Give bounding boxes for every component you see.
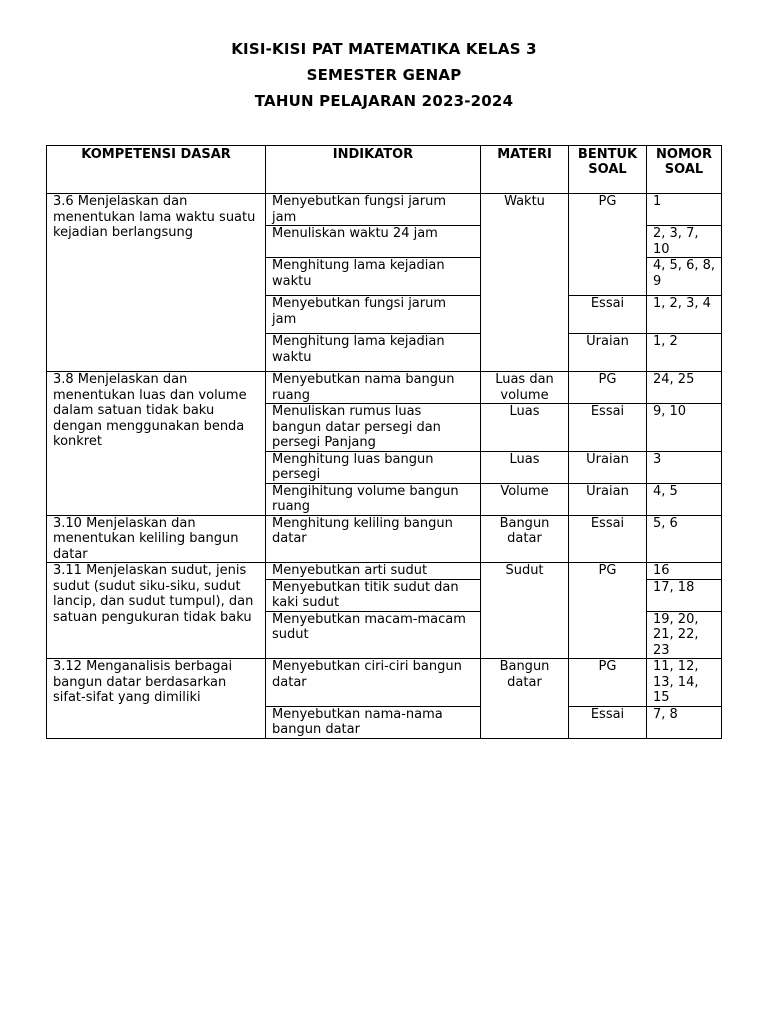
nomor-cell: 1, 2, 3, 4: [647, 296, 722, 334]
indikator-cell: Menghitung keliling bangun datar: [266, 515, 481, 563]
materi-cell: Bangun datar: [481, 659, 569, 739]
materi-cell: Waktu: [481, 194, 569, 372]
nomor-cell: 2, 3, 7, 10: [647, 226, 722, 258]
materi-cell: Sudut: [481, 563, 569, 659]
materi-cell: Luas dan volume: [481, 372, 569, 404]
materi-cell: Volume: [481, 483, 569, 515]
bentuk-cell: PG: [569, 659, 647, 707]
bentuk-cell: Essai: [569, 515, 647, 563]
title-line-1: KISI-KISI PAT MATEMATIKA KELAS 3: [231, 40, 537, 58]
indikator-cell: Menyebutkan macam-macam sudut: [266, 611, 481, 659]
materi-cell: Bangun datar: [481, 515, 569, 563]
indikator-cell: Menyebutkan arti sudut: [266, 563, 481, 580]
nomor-cell: 19, 20, 21, 22, 23: [647, 611, 722, 659]
indikator-cell: Menyebutkan nama-nama bangun datar: [266, 706, 481, 738]
nomor-cell: 17, 18: [647, 579, 722, 611]
indikator-cell: Menyebutkan nama bangun ruang: [266, 372, 481, 404]
header-indikator: INDIKATOR: [266, 146, 481, 194]
kd-cell: 3.12 Menganalisis berbagai bangun datar berdasarkan sifat-sifat yang dimiliki: [47, 659, 266, 739]
kd-cell: 3.6 Menjelaskan dan menentukan lama waktu suatu kejadian berlangsung: [47, 194, 266, 372]
kisi-kisi-table: [46, 145, 722, 739]
bentuk-cell: Uraian: [569, 334, 647, 372]
bentuk-cell: PG: [569, 372, 647, 404]
indikator-cell: Menyebutkan fungsi jarum jam: [266, 194, 481, 226]
indikator-cell: Menyebutkan fungsi jarum jam: [266, 296, 481, 334]
header-materi: MATERI: [481, 146, 569, 194]
indikator-cell: Menuliskan waktu 24 jam: [266, 226, 481, 258]
table-header-row: [47, 146, 722, 194]
indikator-cell: Menghitung lama kejadian waktu: [266, 334, 481, 372]
table-row: [47, 515, 722, 563]
materi-cell: Luas: [481, 404, 569, 452]
header-kd: KOMPETENSI DASAR: [47, 146, 266, 194]
nomor-cell: 1, 2: [647, 334, 722, 372]
bentuk-cell: Essai: [569, 706, 647, 738]
indikator-cell: Menghitung luas bangun persegi: [266, 451, 481, 483]
bentuk-cell: PG: [569, 194, 647, 296]
header-bentuk: BENTUK SOAL: [569, 146, 647, 194]
table-row: [47, 372, 722, 404]
kd-cell: 3.8 Menjelaskan dan menentukan luas dan volume dalam satuan tidak baku dengan menggunakan benda konkret: [47, 372, 266, 516]
nomor-cell: 16: [647, 563, 722, 580]
document-title: [0, 36, 768, 114]
nomor-cell: 4, 5, 6, 8, 9: [647, 258, 722, 296]
title-line-3: TAHUN PELAJARAN 2023-2024: [254, 92, 514, 110]
indikator-cell: Menyebutkan ciri-ciri bangun datar: [266, 659, 481, 707]
kd-cell: 3.10 Menjelaskan dan menentukan keliling bangun datar: [47, 515, 266, 563]
bentuk-cell: Essai: [569, 296, 647, 334]
bentuk-cell: Uraian: [569, 451, 647, 483]
bentuk-cell: Uraian: [569, 483, 647, 515]
table-row: [47, 194, 722, 226]
nomor-cell: 1: [647, 194, 722, 226]
title-line-2: SEMESTER GENAP: [306, 66, 462, 84]
nomor-cell: 24, 25: [647, 372, 722, 404]
nomor-cell: 4, 5: [647, 483, 722, 515]
indikator-cell: Menghitung lama kejadian waktu: [266, 258, 481, 296]
materi-cell: Luas: [481, 451, 569, 483]
nomor-cell: 9, 10: [647, 404, 722, 452]
indikator-cell: Menuliskan rumus luas bangun datar persegi dan persegi Panjang: [266, 404, 481, 452]
table-row: [47, 563, 722, 580]
kd-cell: 3.11 Menjelaskan sudut, jenis sudut (sudut siku-siku, sudut lancip, dan sudut tumpul), dan satuan pengukuran tidak baku: [47, 563, 266, 659]
indikator-cell: Menyebutkan titik sudut dan kaki sudut: [266, 579, 481, 611]
header-nomor: NOMOR SOAL: [647, 146, 722, 194]
nomor-cell: 5, 6: [647, 515, 722, 563]
indikator-cell: Mengihitung volume bangun ruang: [266, 483, 481, 515]
bentuk-cell: PG: [569, 563, 647, 659]
bentuk-cell: Essai: [569, 404, 647, 452]
nomor-cell: 3: [647, 451, 722, 483]
nomor-cell: 7, 8: [647, 706, 722, 738]
nomor-cell: 11, 12, 13, 14, 15: [647, 659, 722, 707]
table-row: [47, 659, 722, 707]
